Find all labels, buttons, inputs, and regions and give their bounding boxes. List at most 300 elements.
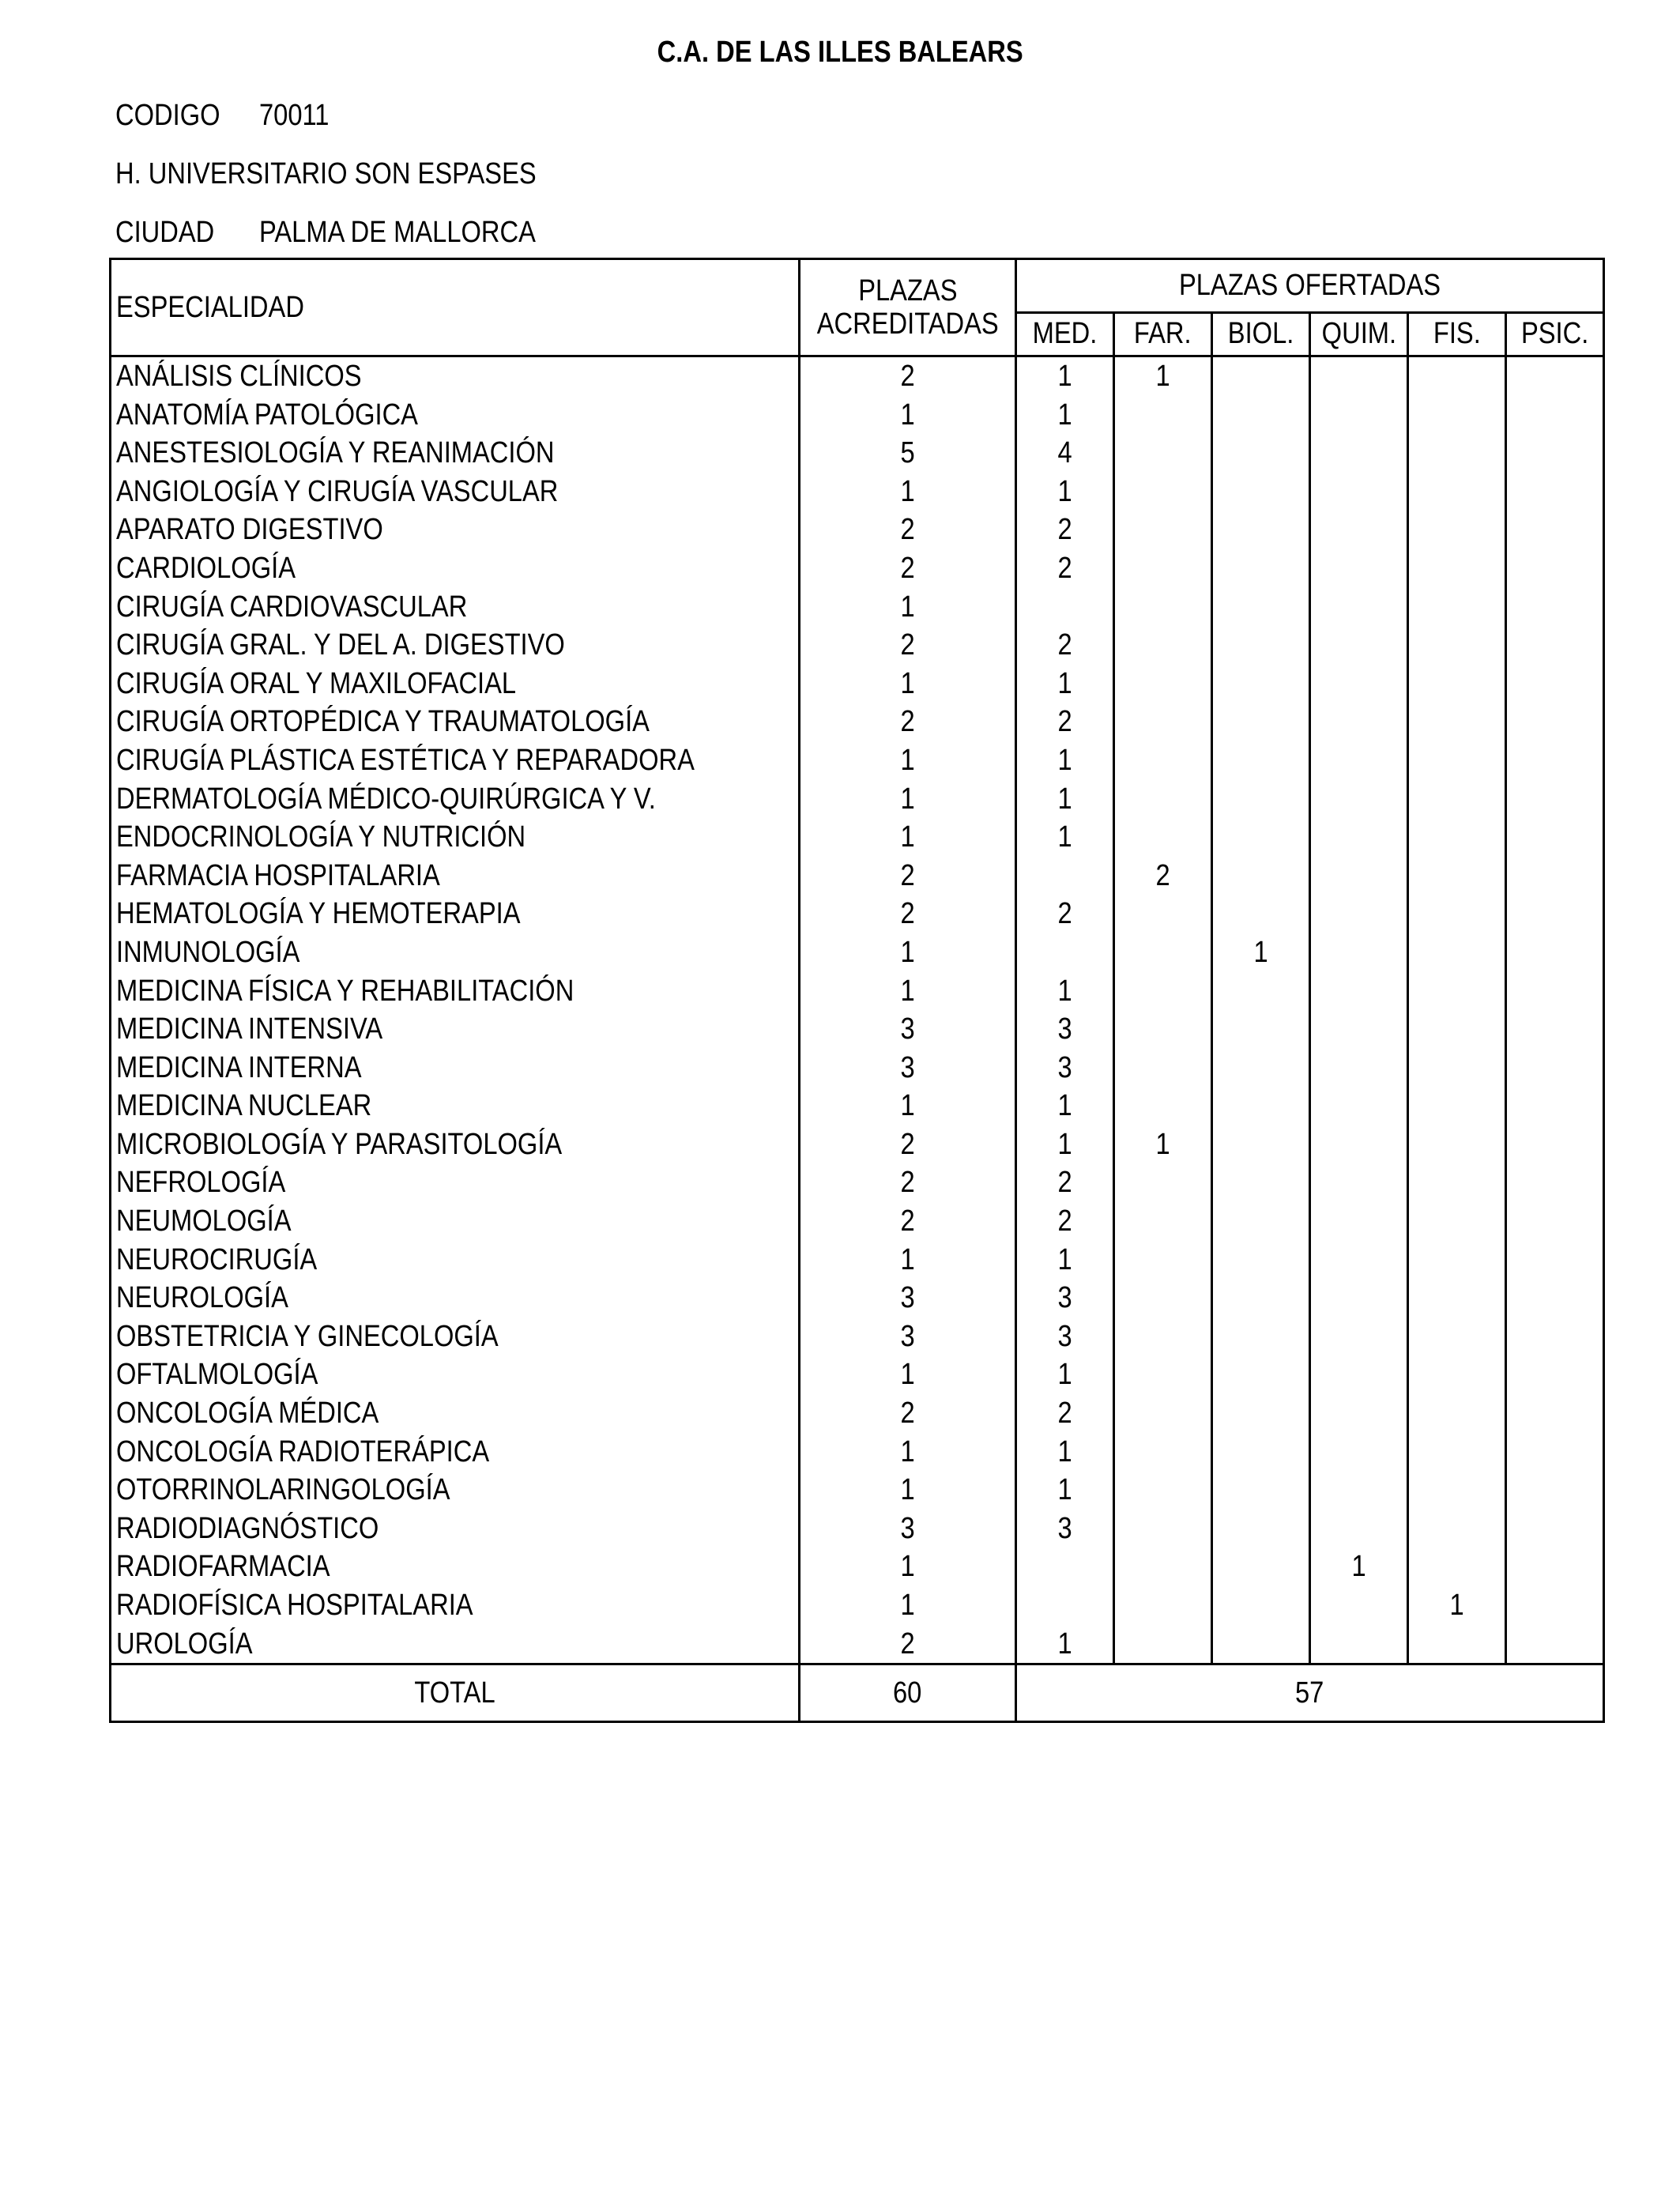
row-med: 1 (1016, 1087, 1114, 1125)
table-row (111, 1241, 1604, 1280)
row-med: 1 (1016, 1625, 1114, 1664)
row-acreditadas: 1 (800, 972, 1016, 1011)
row-psic (1506, 1241, 1604, 1280)
row-quim (1310, 1125, 1408, 1164)
row-psic (1506, 511, 1604, 549)
row-far: 2 (1114, 857, 1212, 895)
row-psic (1506, 1625, 1604, 1664)
row-med: 1 (1016, 818, 1114, 857)
row-acreditadas: 2 (800, 895, 1016, 933)
row-quim (1310, 1010, 1408, 1049)
row-far (1114, 1547, 1212, 1586)
row-acreditadas: 1 (800, 933, 1016, 972)
row-acreditadas: 2 (800, 1202, 1016, 1241)
row-acreditadas: 2 (800, 626, 1016, 665)
row-quim (1310, 895, 1408, 933)
row-far (1114, 933, 1212, 972)
row-fis (1408, 626, 1506, 665)
row-med: 1 (1016, 665, 1114, 703)
row-med (1016, 588, 1114, 627)
row-especialidad: MEDICINA INTERNA (111, 1049, 800, 1088)
row-quim (1310, 1087, 1408, 1125)
row-fis (1408, 473, 1506, 511)
row-quim (1310, 356, 1408, 396)
row-med (1016, 1586, 1114, 1625)
row-especialidad: CIRUGÍA CARDIOVASCULAR (111, 588, 800, 627)
table-row (111, 1547, 1604, 1586)
row-quim (1310, 434, 1408, 473)
row-far (1114, 895, 1212, 933)
row-especialidad: NEFROLOGÍA (111, 1163, 800, 1202)
row-acreditadas: 3 (800, 1318, 1016, 1356)
row-psic (1506, 780, 1604, 819)
row-far (1114, 741, 1212, 780)
table-row (111, 434, 1604, 473)
row-far: 1 (1114, 1125, 1212, 1164)
row-biol (1212, 1163, 1310, 1202)
row-fis (1408, 396, 1506, 435)
row-far (1114, 1087, 1212, 1125)
row-fis (1408, 1202, 1506, 1241)
table-row (111, 1510, 1604, 1548)
row-especialidad: MEDICINA FÍSICA Y REHABILITACIÓN (111, 972, 800, 1011)
row-acreditadas: 3 (800, 1049, 1016, 1088)
row-quim (1310, 549, 1408, 588)
row-acreditadas: 1 (800, 1241, 1016, 1280)
row-far (1114, 511, 1212, 549)
row-biol (1212, 818, 1310, 857)
table-row (111, 972, 1604, 1011)
row-fis (1408, 933, 1506, 972)
table-row (111, 1010, 1604, 1049)
row-far (1114, 1318, 1212, 1356)
row-psic (1506, 1049, 1604, 1088)
table-row (111, 818, 1604, 857)
row-acreditadas: 1 (800, 741, 1016, 780)
header-far: FAR. (1114, 312, 1212, 356)
row-fis (1408, 1625, 1506, 1664)
row-med: 1 (1016, 1355, 1114, 1394)
row-fis (1408, 1241, 1506, 1280)
row-quim (1310, 1241, 1408, 1280)
row-especialidad: ONCOLOGÍA MÉDICA (111, 1394, 800, 1433)
row-especialidad: ENDOCRINOLOGÍA Y NUTRICIÓN (111, 818, 800, 857)
row-especialidad: RADIODIAGNÓSTICO (111, 1510, 800, 1548)
row-fis (1408, 857, 1506, 895)
row-acreditadas: 2 (800, 857, 1016, 895)
row-psic (1506, 1394, 1604, 1433)
row-med: 3 (1016, 1510, 1114, 1548)
row-especialidad: UROLOGÍA (111, 1625, 800, 1664)
table-row (111, 1202, 1604, 1241)
row-biol (1212, 396, 1310, 435)
row-biol (1212, 1510, 1310, 1548)
row-far (1114, 1202, 1212, 1241)
row-psic (1506, 1010, 1604, 1049)
row-quim (1310, 1394, 1408, 1433)
row-biol (1212, 434, 1310, 473)
row-quim (1310, 626, 1408, 665)
row-far (1114, 1355, 1212, 1394)
row-med: 1 (1016, 780, 1114, 819)
table-row (111, 1279, 1604, 1318)
row-quim (1310, 473, 1408, 511)
row-especialidad: OTORRINOLARINGOLOGÍA (111, 1471, 800, 1510)
row-acreditadas: 2 (800, 1163, 1016, 1202)
codigo-value: 70011 (259, 99, 330, 132)
row-psic (1506, 1355, 1604, 1394)
row-med: 1 (1016, 1125, 1114, 1164)
row-biol: 1 (1212, 933, 1310, 972)
row-far (1114, 473, 1212, 511)
row-especialidad: MICROBIOLOGÍA Y PARASITOLOGÍA (111, 1125, 800, 1164)
row-med: 1 (1016, 1471, 1114, 1510)
row-med: 2 (1016, 1202, 1114, 1241)
row-especialidad: MEDICINA INTENSIVA (111, 1010, 800, 1049)
table-row (111, 665, 1604, 703)
row-especialidad: HEMATOLOGÍA Y HEMOTERAPIA (111, 895, 800, 933)
row-quim (1310, 818, 1408, 857)
row-biol (1212, 1318, 1310, 1356)
row-far (1114, 396, 1212, 435)
row-psic (1506, 356, 1604, 396)
header-quim: QUIM. (1310, 312, 1408, 356)
row-especialidad: CIRUGÍA ORTOPÉDICA Y TRAUMATOLOGÍA (111, 703, 800, 741)
row-med: 2 (1016, 511, 1114, 549)
row-med: 3 (1016, 1279, 1114, 1318)
row-far (1114, 780, 1212, 819)
row-quim (1310, 741, 1408, 780)
row-psic (1506, 741, 1604, 780)
row-far (1114, 818, 1212, 857)
row-quim (1310, 1471, 1408, 1510)
table-row (111, 857, 1604, 895)
row-psic (1506, 1125, 1604, 1164)
row-psic (1506, 1547, 1604, 1586)
row-biol (1212, 511, 1310, 549)
table-row (111, 396, 1604, 435)
row-especialidad: ONCOLOGÍA RADIOTERÁPICA (111, 1433, 800, 1472)
row-med: 1 (1016, 473, 1114, 511)
row-acreditadas: 3 (800, 1010, 1016, 1049)
row-biol (1212, 1241, 1310, 1280)
row-med: 2 (1016, 1394, 1114, 1433)
row-biol (1212, 1010, 1310, 1049)
row-psic (1506, 1318, 1604, 1356)
row-fis: 1 (1408, 1586, 1506, 1625)
row-acreditadas: 1 (800, 473, 1016, 511)
row-quim (1310, 857, 1408, 895)
table-row (111, 1433, 1604, 1472)
row-quim (1310, 780, 1408, 819)
row-biol (1212, 356, 1310, 396)
row-psic (1506, 818, 1604, 857)
row-quim (1310, 665, 1408, 703)
row-biol (1212, 1433, 1310, 1472)
table-row (111, 1355, 1604, 1394)
row-especialidad: ANESTESIOLOGÍA Y REANIMACIÓN (111, 434, 800, 473)
row-biol (1212, 1625, 1310, 1664)
table-row (111, 549, 1604, 588)
row-especialidad: CARDIOLOGÍA (111, 549, 800, 588)
row-especialidad: ANATOMÍA PATOLÓGICA (111, 396, 800, 435)
row-far (1114, 972, 1212, 1011)
row-far (1114, 1510, 1212, 1548)
row-biol (1212, 626, 1310, 665)
hospital-name: H. UNIVERSITARIO SON ESPASES (115, 157, 537, 190)
codigo-label: CODIGO (115, 99, 220, 132)
row-far (1114, 1279, 1212, 1318)
row-fis (1408, 434, 1506, 473)
row-especialidad: RADIOFARMACIA (111, 1547, 800, 1586)
header-plazas-line2: ACREDITADAS (816, 307, 999, 341)
row-acreditadas: 1 (800, 588, 1016, 627)
row-biol (1212, 741, 1310, 780)
row-fis (1408, 549, 1506, 588)
row-fis (1408, 665, 1506, 703)
table-row (111, 1625, 1604, 1664)
total-label: TOTAL (111, 1664, 800, 1722)
row-quim: 1 (1310, 1547, 1408, 1586)
ciudad-value: PALMA DE MALLORCA (259, 216, 536, 249)
row-med: 3 (1016, 1318, 1114, 1356)
row-especialidad: NEUROLOGÍA (111, 1279, 800, 1318)
row-med: 2 (1016, 703, 1114, 741)
header-biol: BIOL. (1212, 312, 1310, 356)
row-psic (1506, 895, 1604, 933)
header-especialidad: ESPECIALIDAD (111, 259, 800, 356)
row-biol (1212, 665, 1310, 703)
row-quim (1310, 1318, 1408, 1356)
row-especialidad: OBSTETRICIA Y GINECOLOGÍA (111, 1318, 800, 1356)
row-fis (1408, 703, 1506, 741)
row-fis (1408, 1049, 1506, 1088)
row-med: 3 (1016, 1010, 1114, 1049)
row-med: 1 (1016, 1241, 1114, 1280)
row-fis (1408, 588, 1506, 627)
table-row (111, 588, 1604, 627)
row-psic (1506, 1471, 1604, 1510)
row-psic (1506, 1510, 1604, 1548)
row-acreditadas: 1 (800, 1355, 1016, 1394)
header-plazas-acreditadas (800, 259, 1016, 356)
row-fis (1408, 1433, 1506, 1472)
row-psic (1506, 1087, 1604, 1125)
row-acreditadas: 5 (800, 434, 1016, 473)
row-acreditadas: 2 (800, 1394, 1016, 1433)
row-quim (1310, 703, 1408, 741)
row-especialidad: FARMACIA HOSPITALARIA (111, 857, 800, 895)
row-fis (1408, 1471, 1506, 1510)
row-quim (1310, 972, 1408, 1011)
row-far (1114, 1049, 1212, 1088)
row-biol (1212, 972, 1310, 1011)
row-fis (1408, 356, 1506, 396)
page-title: C.A. DE LAS ILLES BALEARS (657, 36, 1023, 69)
row-far (1114, 626, 1212, 665)
row-med: 1 (1016, 396, 1114, 435)
row-quim (1310, 396, 1408, 435)
row-fis (1408, 895, 1506, 933)
row-quim (1310, 1202, 1408, 1241)
row-biol (1212, 1049, 1310, 1088)
row-especialidad: CIRUGÍA PLÁSTICA ESTÉTICA Y REPARADORA (111, 741, 800, 780)
row-acreditadas: 1 (800, 665, 1016, 703)
row-biol (1212, 1394, 1310, 1433)
row-psic (1506, 665, 1604, 703)
row-fis (1408, 1547, 1506, 1586)
row-med: 1 (1016, 972, 1114, 1011)
row-psic (1506, 1586, 1604, 1625)
header-psic: PSIC. (1506, 312, 1604, 356)
row-far (1114, 549, 1212, 588)
row-fis (1408, 1125, 1506, 1164)
row-med (1016, 933, 1114, 972)
header-fis: FIS. (1408, 312, 1506, 356)
row-quim (1310, 1163, 1408, 1202)
row-far (1114, 703, 1212, 741)
plazas-table (109, 258, 1605, 1723)
table-row (111, 780, 1604, 819)
row-far (1114, 665, 1212, 703)
row-acreditadas: 1 (800, 396, 1016, 435)
row-psic (1506, 626, 1604, 665)
row-quim (1310, 1049, 1408, 1088)
row-especialidad: RADIOFÍSICA HOSPITALARIA (111, 1586, 800, 1625)
row-especialidad: APARATO DIGESTIVO (111, 511, 800, 549)
row-quim (1310, 1625, 1408, 1664)
table-row (111, 741, 1604, 780)
row-biol (1212, 703, 1310, 741)
row-especialidad: DERMATOLOGÍA MÉDICO-QUIRÚRGICA Y V. (111, 780, 800, 819)
row-far (1114, 1010, 1212, 1049)
row-fis (1408, 1510, 1506, 1548)
row-acreditadas: 3 (800, 1279, 1016, 1318)
row-biol (1212, 588, 1310, 627)
row-far (1114, 1163, 1212, 1202)
row-psic (1506, 1202, 1604, 1241)
row-biol (1212, 780, 1310, 819)
row-biol (1212, 1279, 1310, 1318)
row-far: 1 (1114, 356, 1212, 396)
row-far (1114, 1471, 1212, 1510)
table-row (111, 1586, 1604, 1625)
row-acreditadas: 1 (800, 1586, 1016, 1625)
row-psic (1506, 933, 1604, 972)
row-psic (1506, 1433, 1604, 1472)
table-row (111, 626, 1604, 665)
row-especialidad: OFTALMOLOGÍA (111, 1355, 800, 1394)
row-quim (1310, 1355, 1408, 1394)
row-fis (1408, 1163, 1506, 1202)
row-acreditadas: 1 (800, 1087, 1016, 1125)
row-med: 1 (1016, 356, 1114, 396)
row-psic (1506, 549, 1604, 588)
row-acreditadas: 2 (800, 703, 1016, 741)
table-row (111, 511, 1604, 549)
row-med: 2 (1016, 626, 1114, 665)
row-far (1114, 588, 1212, 627)
row-biol (1212, 857, 1310, 895)
row-fis (1408, 741, 1506, 780)
header-med: MED. (1016, 312, 1114, 356)
row-quim (1310, 588, 1408, 627)
row-far (1114, 1241, 1212, 1280)
row-acreditadas: 2 (800, 1125, 1016, 1164)
row-far (1114, 1586, 1212, 1625)
row-fis (1408, 972, 1506, 1011)
row-psic (1506, 1279, 1604, 1318)
row-acreditadas: 1 (800, 780, 1016, 819)
table-row (111, 703, 1604, 741)
row-biol (1212, 1087, 1310, 1125)
row-psic (1506, 972, 1604, 1011)
table-row (111, 1471, 1604, 1510)
row-acreditadas: 2 (800, 1625, 1016, 1664)
row-med (1016, 857, 1114, 895)
table-row (111, 1394, 1604, 1433)
header-plazas-ofertadas: PLAZAS OFERTADAS (1016, 259, 1604, 313)
row-fis (1408, 1355, 1506, 1394)
row-med: 1 (1016, 741, 1114, 780)
row-psic (1506, 1163, 1604, 1202)
ciudad-label: CIUDAD (115, 216, 215, 249)
table-row (111, 933, 1604, 972)
row-quim (1310, 1279, 1408, 1318)
table-row (111, 356, 1604, 396)
table-row (111, 895, 1604, 933)
row-biol (1212, 1202, 1310, 1241)
header-plazas-line1: PLAZAS (857, 274, 958, 307)
row-med (1016, 1547, 1114, 1586)
row-biol (1212, 549, 1310, 588)
row-fis (1408, 1279, 1506, 1318)
table-body (111, 356, 1604, 1664)
table-row (111, 1049, 1604, 1088)
row-acreditadas: 1 (800, 818, 1016, 857)
row-biol (1212, 1125, 1310, 1164)
row-med: 3 (1016, 1049, 1114, 1088)
row-med: 4 (1016, 434, 1114, 473)
row-quim (1310, 933, 1408, 972)
row-psic (1506, 434, 1604, 473)
table-row (111, 1163, 1604, 1202)
row-biol (1212, 1471, 1310, 1510)
row-especialidad: NEUMOLOGÍA (111, 1202, 800, 1241)
total-row (111, 1664, 1604, 1722)
row-especialidad: NEUROCIRUGÍA (111, 1241, 800, 1280)
row-med: 1 (1016, 1433, 1114, 1472)
row-fis (1408, 780, 1506, 819)
row-fis (1408, 818, 1506, 857)
row-fis (1408, 1087, 1506, 1125)
row-especialidad: ANÁLISIS CLÍNICOS (111, 356, 800, 396)
row-fis (1408, 1010, 1506, 1049)
row-acreditadas: 2 (800, 356, 1016, 396)
row-especialidad: INMUNOLOGÍA (111, 933, 800, 972)
row-med: 2 (1016, 895, 1114, 933)
row-quim (1310, 1586, 1408, 1625)
row-acreditadas: 1 (800, 1433, 1016, 1472)
row-biol (1212, 1547, 1310, 1586)
row-far (1114, 434, 1212, 473)
row-far (1114, 1394, 1212, 1433)
row-biol (1212, 1586, 1310, 1625)
row-psic (1506, 588, 1604, 627)
table-row (111, 473, 1604, 511)
row-fis (1408, 1318, 1506, 1356)
row-med: 2 (1016, 1163, 1114, 1202)
